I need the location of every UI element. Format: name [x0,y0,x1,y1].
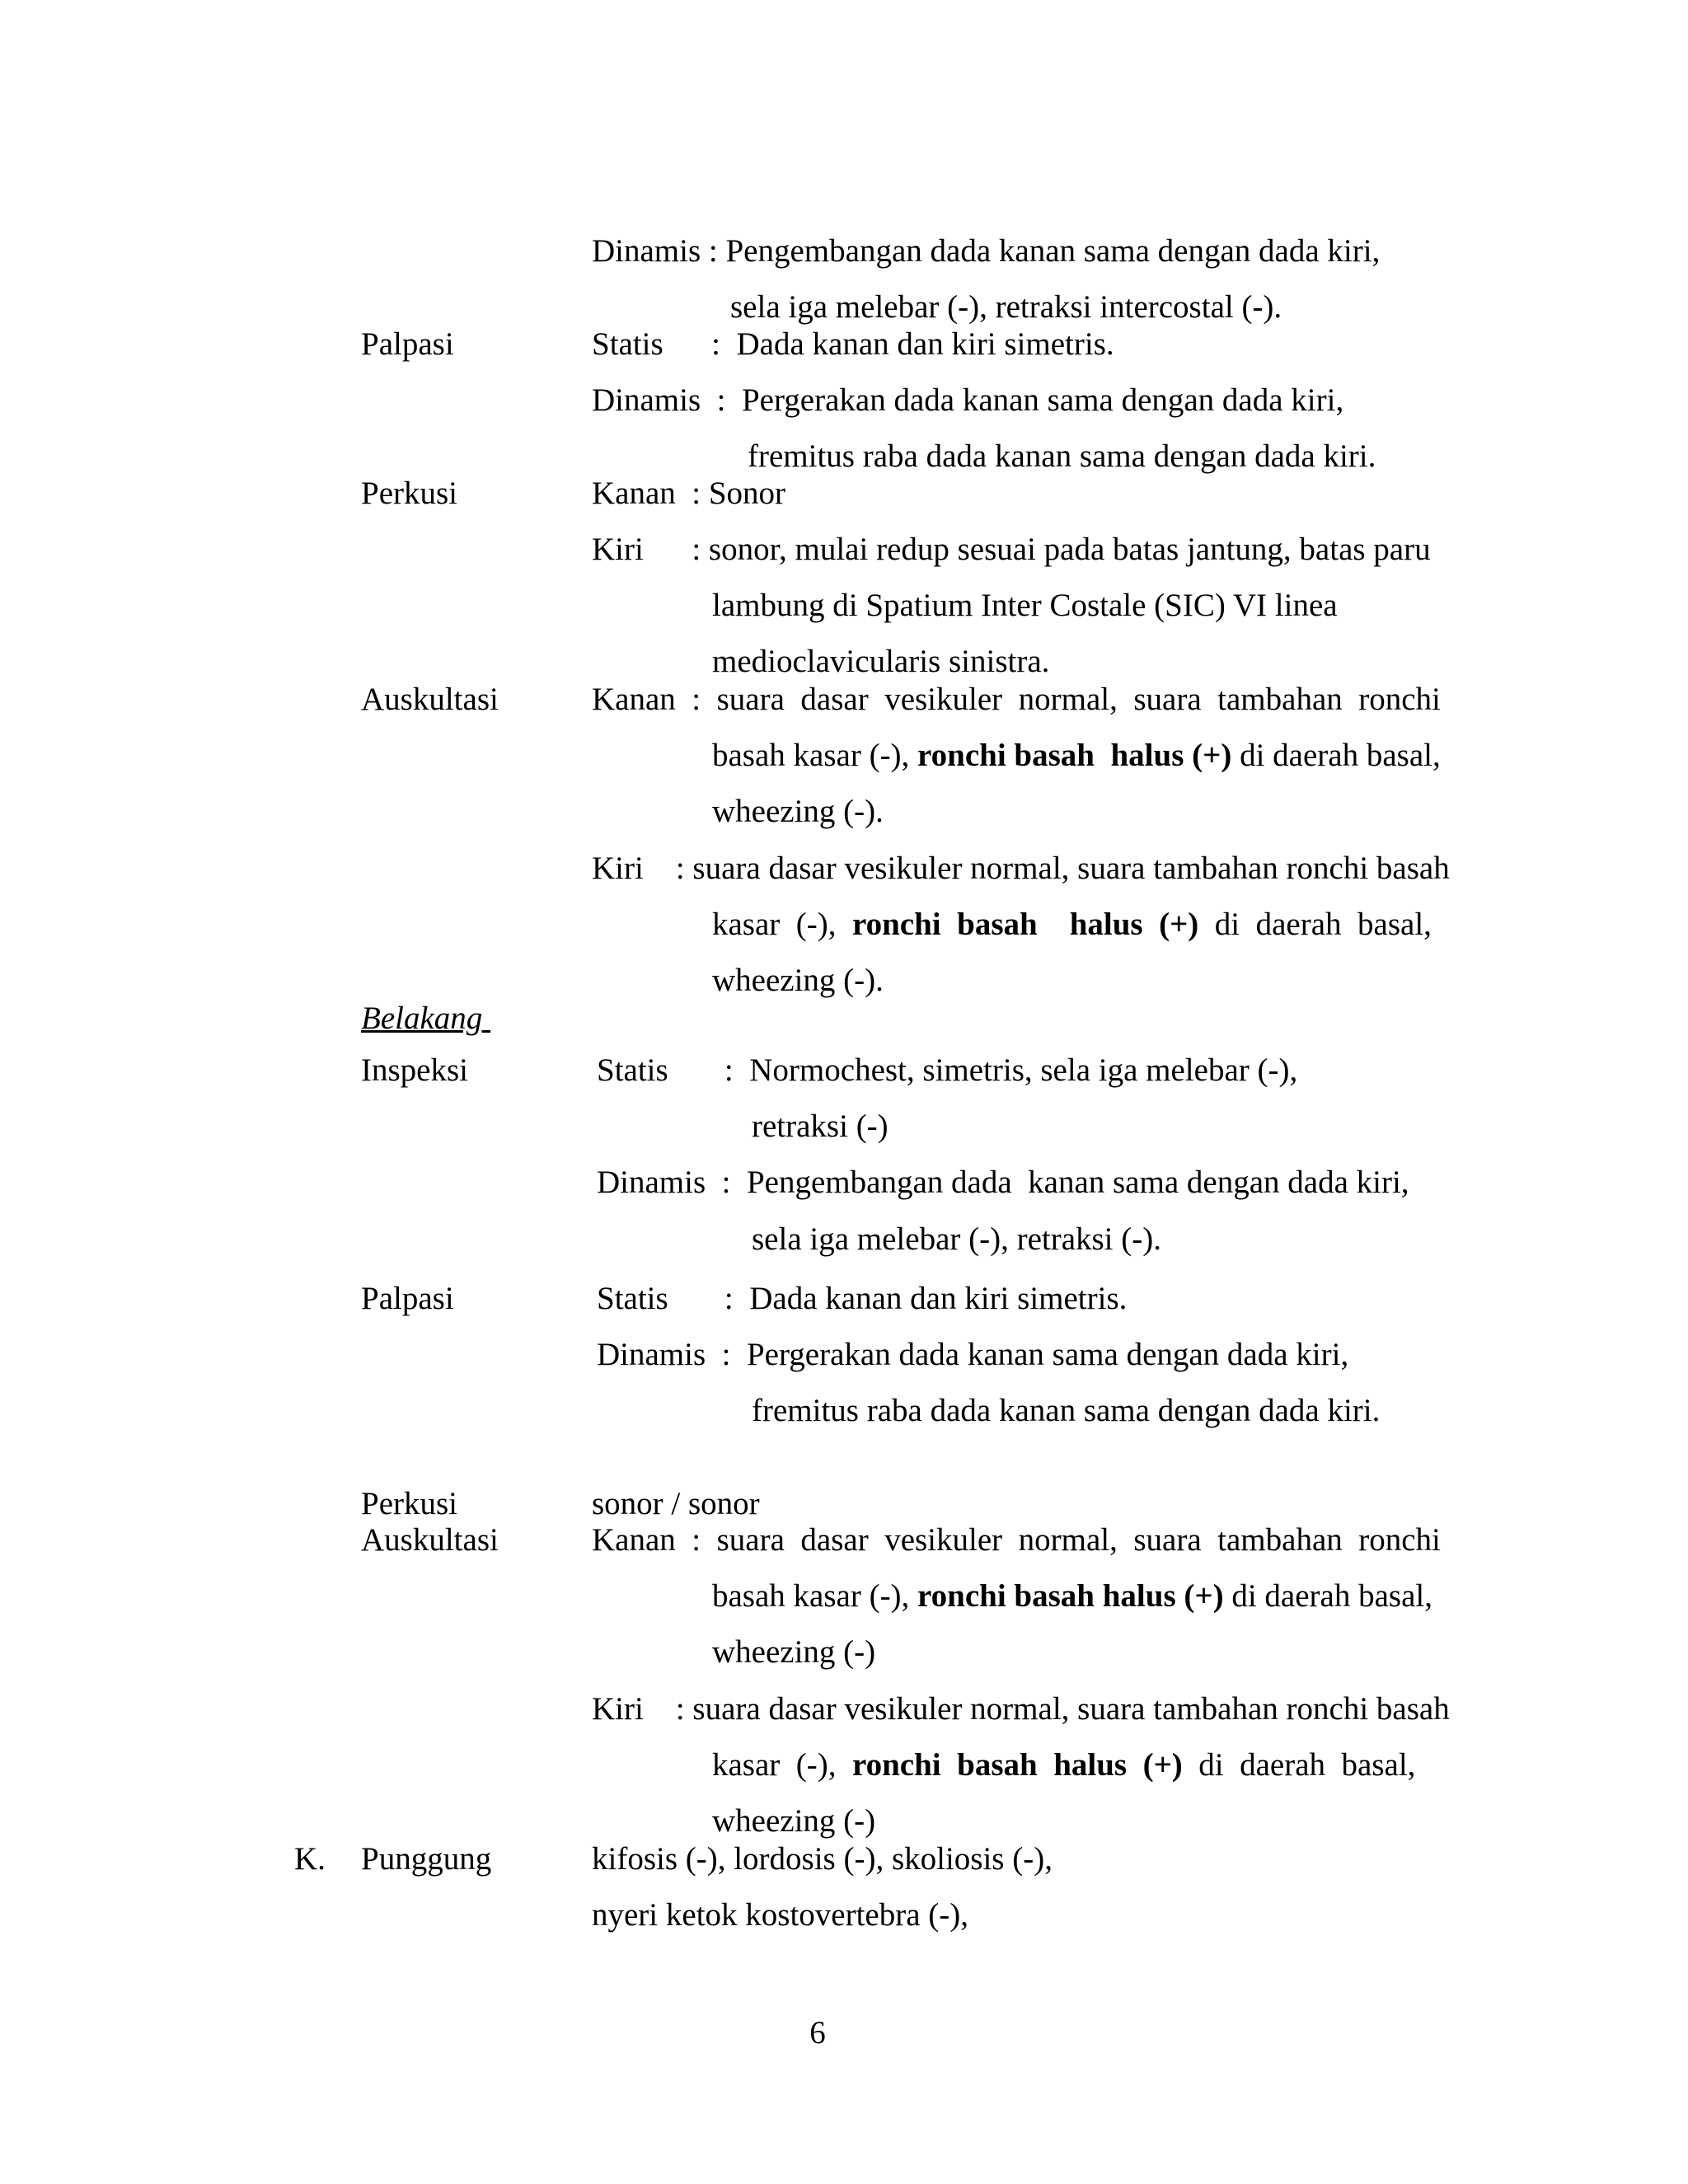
belakang-palpasi-label: Palpasi [361,1281,454,1316]
auskultasi-kanan-finding: ronchi basah halus (+) [917,738,1232,773]
inspeksi-dinamis-line2: sela iga melebar (-), retraksi intercostal (-). [730,289,1282,325]
auskultasi-kanan-line3: wheezing (-). [712,794,884,829]
palpasi-dinamis-line2: fremitus raba dada kanan sama dengan dada kiri. [748,438,1376,474]
belakang-palpasi-dinamis-line1: Dinamis : Pergerakan dada kanan sama dengan dada kiri, [597,1337,1349,1372]
belakang-inspeksi-label: Inspeksi [361,1052,468,1088]
palpasi-dinamis-line1: Dinamis : Pergerakan dada kanan sama dengan dada kiri, [592,382,1344,418]
auskultasi-kiri-line2 [712,904,1432,945]
perkusi-label: Perkusi [361,476,457,511]
auskultasi-kiri-finding: ronchi basah halus (+) [852,907,1199,942]
belakang-auskultasi-kanan-line2-c: di daerah basal, [1223,1578,1432,1614]
belakang-auskultasi-kiri-line1: Kiri : suara dasar vesikuler normal, suara tambahan ronchi basah [592,1691,1450,1727]
belakang-auskultasi-kanan-line3: wheezing (-) [712,1634,876,1670]
belakang-palpasi-dinamis-line2: fremitus raba dada kanan sama dengan dada kiri. [752,1393,1381,1428]
belakang-perkusi-label: Perkusi [361,1486,457,1521]
inspeksi-dinamis-line1: Dinamis : Pengembangan dada kanan sama dengan dada kiri, [592,233,1381,269]
auskultasi-kanan-line2 [712,735,1441,776]
belakang-auskultasi-label: Auskultasi [361,1522,499,1558]
auskultasi-kiri-line2-a: kasar (-), [712,907,852,942]
belakang-palpasi-statis: Statis : Dada kanan dan kiri simetris. [597,1281,1128,1316]
belakang-inspeksi-statis-line1: Statis : Normochest, simetris, sela iga melebar (-), [597,1052,1298,1088]
belakang-inspeksi-statis-line2: retraksi (-) [752,1108,889,1144]
belakang-auskultasi-kanan-line2 [712,1576,1432,1617]
belakang-auskultasi-kanan-finding: ronchi basah halus (+) [917,1578,1224,1614]
auskultasi-kanan-line2-c: di daerah basal, [1231,738,1441,773]
perkusi-kiri-line2: lambung di Spatium Inter Costale (SIC) VI linea [712,588,1338,623]
palpasi-statis: Statis : Dada kanan dan kiri simetris. [592,326,1114,362]
belakang-auskultasi-kiri-line2-a: kasar (-), [712,1747,852,1783]
belakang-perkusi-value: sonor / sonor [592,1486,760,1521]
belakang-auskultasi-kiri-line2 [712,1745,1415,1786]
auskultasi-kiri-line3: wheezing (-). [712,963,884,998]
belakang-heading: Belakang [361,1001,491,1036]
perkusi-kanan: Kanan : Sonor [592,476,786,511]
perkusi-kiri-line1: Kiri : sonor, mulai redup sesuai pada batas jantung, batas paru [592,532,1431,567]
auskultasi-kiri-line2-c: di daerah basal, [1198,907,1432,942]
belakang-auskultasi-kanan-line2-a: basah kasar (-), [712,1578,918,1614]
auskultasi-kanan-line2-a: basah kasar (-), [712,738,918,773]
belakang-inspeksi-dinamis-line1: Dinamis : Pengembangan dada kanan sama dengan dada kiri, [597,1165,1409,1200]
belakang-inspeksi-dinamis-line2: sela iga melebar (-), retraksi (-). [752,1221,1161,1257]
page-number: 6 [809,2015,826,2050]
punggung-label: Punggung [361,1841,492,1877]
perkusi-kiri-line3: medioclavicularis sinistra. [712,644,1050,679]
belakang-auskultasi-kiri-line2-c: di daerah basal, [1182,1747,1416,1783]
belakang-auskultasi-kiri-line3: wheezing (-) [712,1803,876,1839]
belakang-auskultasi-kiri-finding: ronchi basah halus (+) [852,1747,1183,1783]
auskultasi-kiri-line1: Kiri : suara dasar vesikuler normal, suara tambahan ronchi basah [592,851,1450,886]
palpasi-label: Palpasi [361,326,454,362]
belakang-auskultasi-kanan-line1: Kanan : suara dasar vesikuler normal, suara tambahan ronchi [592,1522,1441,1558]
section-letter-k: K. [294,1841,326,1877]
auskultasi-label: Auskultasi [361,682,499,717]
auskultasi-kanan-line1: Kanan : suara dasar vesikuler normal, suara tambahan ronchi [592,682,1441,717]
punggung-line2: nyeri ketok kostovertebra (-), [592,1897,968,1933]
punggung-line1: kifosis (-), lordosis (-), skoliosis (-), [592,1841,1053,1877]
